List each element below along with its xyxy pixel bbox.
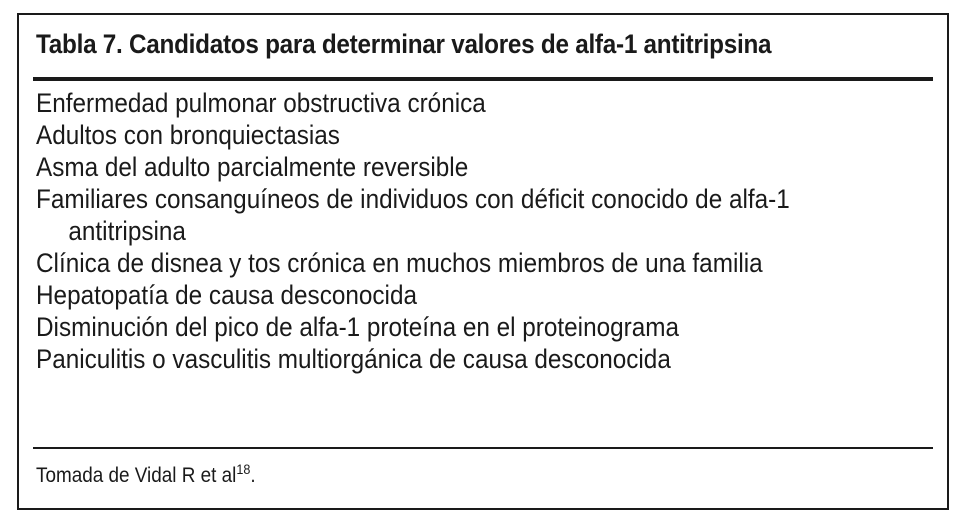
list-item-text: Familiares consanguíneos de individuos con déficit conocido de alfa-1	[36, 184, 790, 214]
list-item-continuation: antitripsina	[68, 216, 186, 246]
list-item	[36, 311, 790, 343]
source-text: Tomada de Vidal R et al	[36, 464, 237, 487]
list-item	[36, 343, 790, 375]
source-note	[36, 461, 256, 488]
list-item-text: Asma del adulto parcialmente reversible	[36, 152, 469, 182]
table-title: Tabla 7. Candidatos para determinar valores de alfa-1 antitripsina	[36, 29, 772, 59]
footer-divider	[33, 447, 933, 449]
list-item-text: Paniculitis o vasculitis multiorgánica de causa desconocida	[36, 344, 671, 374]
list-item	[36, 151, 790, 183]
list-item	[36, 247, 790, 279]
list-item-text: Hepatopatía de causa desconocida	[36, 280, 417, 310]
candidate-list	[36, 87, 874, 375]
list-item-text: Adultos con bronquiectasias	[36, 120, 340, 150]
list-item-text: Enfermedad pulmonar obstructiva crónica	[36, 88, 486, 118]
list-item	[36, 279, 790, 311]
title-divider	[33, 77, 933, 81]
list-item	[36, 87, 790, 119]
source-end: .	[250, 464, 256, 487]
list-item	[36, 183, 790, 247]
list-item-text: Disminución del pico de alfa-1 proteína en el proteinograma	[36, 312, 679, 342]
table-box	[17, 13, 949, 510]
list-item	[36, 119, 790, 151]
list-item-text: Clínica de disnea y tos crónica en muchos miembros de una familia	[36, 248, 763, 278]
reference-number: 18	[236, 461, 251, 477]
